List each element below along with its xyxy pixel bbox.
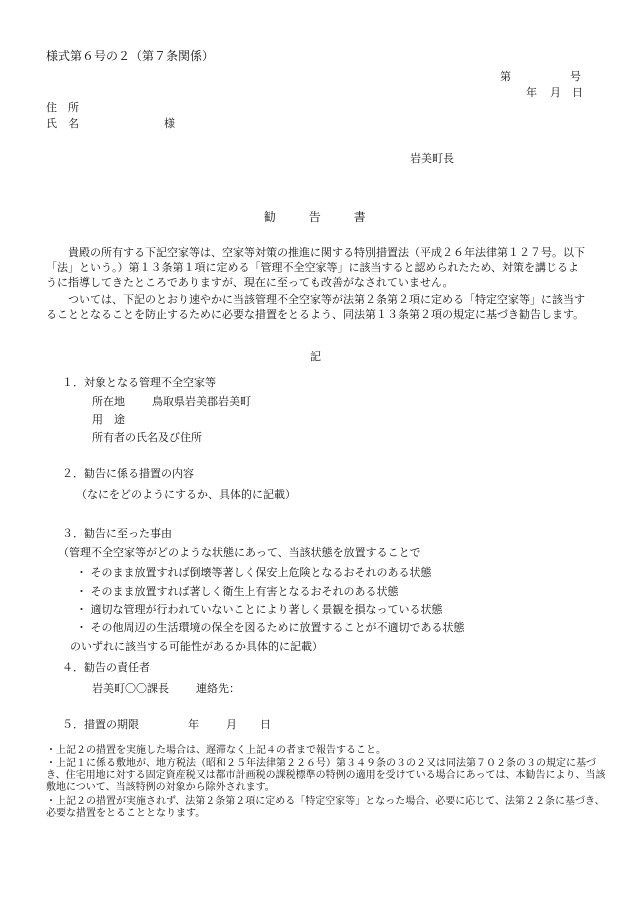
- form-label: 様式第６号の２（第７条関係）: [46, 49, 215, 63]
- contact-label: 連絡先：: [196, 682, 240, 695]
- body-paragraph-2: ついては、下記のとおり速やかに当該管理不全空家等が法第２条第２項に定める「特定空家等」に該当することとなることを防止するために必要な措置をとるよう、同法第１３条第２項の規定に基づき勧告します。: [46, 293, 585, 321]
- title-char-3: 書: [353, 210, 367, 224]
- date-month: 月: [550, 86, 561, 99]
- section-1-heading: １．対象となる管理不全空家等: [62, 376, 216, 389]
- section-3-bullet: ・ その他周辺の生活環境の保全を図るために放置することが不適切である状態: [76, 621, 465, 634]
- owner-label: 所有者の氏名及び住所: [92, 431, 202, 444]
- section-5-heading: ５．措置の期限: [62, 718, 139, 731]
- section-3-outro: のいずれに該当する可能性があるか具体的に記載）: [70, 640, 323, 653]
- deadline-day: 日: [260, 718, 271, 731]
- number-suffix: 号: [570, 70, 581, 83]
- section-4-heading: ４．勧告の責任者: [62, 661, 150, 674]
- title-char-2: 告: [308, 210, 322, 224]
- deadline-year: 年: [188, 718, 199, 731]
- issuer: 岩美町長: [410, 152, 454, 165]
- date-year: 年: [526, 86, 537, 99]
- footnote: ・上記２の措置を実施した場合は、遅滞なく上記４の者まで報告すること。: [46, 745, 386, 756]
- honorific: 様: [164, 117, 175, 130]
- ki-marker: 記: [310, 350, 321, 363]
- section-3-bullet: ・ そのまま放置すれば著しく衛生上有害となるおそれのある状態: [76, 585, 399, 598]
- section-2-note: （なにをどのようにするか、具体的に記載）: [76, 488, 296, 501]
- section-3-heading: ３．勧告に至った事由: [62, 527, 172, 540]
- section-3-intro: （管理不全空家等がどのような状態にあって、当該状態を放置することで: [58, 546, 421, 559]
- location-value: 鳥取県岩美郡岩美町: [152, 395, 251, 408]
- location-label: 所在地: [92, 395, 125, 408]
- number-prefix: 第: [500, 70, 511, 83]
- body-paragraph-1: 貴殿の所有する下記空家等は、空家等対策の推進に関する特別措置法（平成２６年法律第１２７号。以下「法」という。）第１３条第１項に定める「管理不全空家等」に該当すると認められたため、対策を講じるように指導してきたところでありますが、現在に至っても改善がなされていません。: [46, 246, 585, 289]
- section-3-bullet: ・ そのまま放置すれば倒壊等著しく保安上危険となるおそれのある状態: [76, 566, 432, 579]
- section-3-bullet: ・ 適切な管理が行われていないことにより著しく景観を損なっている状態: [76, 603, 443, 616]
- footnote: ・上記１に係る敷地が、地方税法（昭和２５年法律第２２６号）第３４９条の３の２又は同法第７０２条の３の規定に基づき、住宅用地に対する固定資産税又は都市計画税の課税標準の特例の適用を受けている場合にあっては、本勧告により、当該敷地について、当該特例の対象から除外されます。: [46, 758, 606, 793]
- section-2-heading: ２．勧告に係る措置の内容: [62, 467, 194, 480]
- responsible-person: 岩美町〇〇課長: [92, 682, 169, 695]
- use-label: 用 途: [92, 413, 125, 426]
- address-label: 住 所: [46, 101, 79, 114]
- date-day: 日: [572, 86, 583, 99]
- name-label: 氏 名: [46, 117, 79, 130]
- title-char-1: 勧: [263, 210, 277, 224]
- footnote: ・上記２の措置が実施されず、法第２条第２項に定める「特定空家等」となった場合、必要に応じて、法第２２条に基づき、必要な措置をとることとなります。: [46, 796, 605, 819]
- document-title: [0, 208, 630, 225]
- deadline-month: 月: [226, 718, 237, 731]
